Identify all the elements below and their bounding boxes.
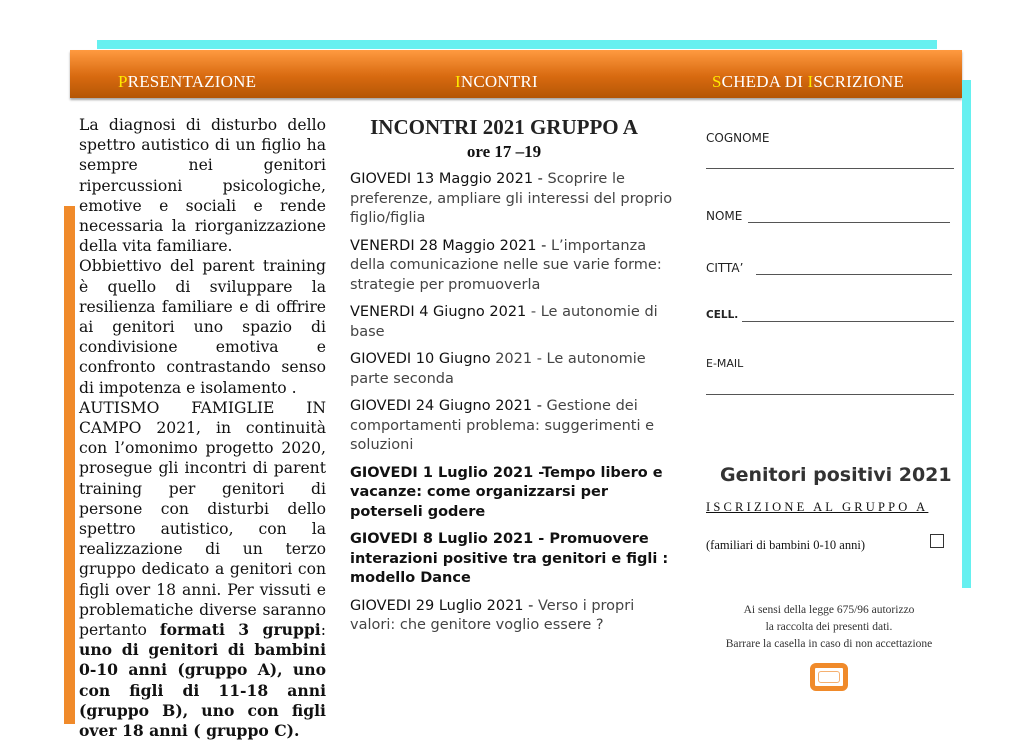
header-initial: I [807,72,814,91]
cognome-field[interactable] [706,168,954,169]
meeting-item [350,237,678,296]
incontri-hours: ore 17 –19 [466,142,542,161]
orange-left-decoration [64,206,75,724]
iscrizione-gruppo-a: ISCRIZIONE AL GRUPPO A [706,500,929,514]
header-text: RESENTAZIONE [127,72,257,91]
meeting-date: GIOVEDI 8 Luglio 2021 - [350,531,545,547]
cell-field[interactable] [742,321,954,322]
meeting-date: GIOVEDI 13 Maggio 2021 - [350,171,543,187]
meeting-item [350,350,678,389]
meeting-date: GIOVEDI 1 Luglio 2021 - [350,464,543,481]
meeting-desc: Promuovere interazioni positive tra genitori e figli : modello Dance [350,531,669,586]
meeting-item [350,464,678,523]
incontri-column [350,115,678,636]
meeting-date: GIOVEDI 29 Luglio 2021 - [350,597,534,614]
presentazione-text: AUTISMO FAMIGLIE IN CAMPO 2021, in continuità con l’omonimo progetto 2020, prosegue gli incontri di parent training per genitori di persone con disturbi dello spettro autistico, con la realizzazione di un terzo gruppo dedicato a genitori con figli over 18 anni. Per vissuti e problematiche diverse saranno pertanto [79,398,326,640]
consent-checkbox[interactable] [930,534,944,548]
meeting-desc: Scoprire le preferenze, ampliare gli interessi del proprio figlio/figlia [350,171,673,226]
meeting-item [350,397,678,456]
presentazione-paragraph: Obbiettivo del parent training è quello di sviluppare la resilienza familiare e di offrire ai genitori uno spazio di condivisione emotiva e confronto contrastando senso di impotenza e isolamento . [79,257,326,397]
meeting-desc: - Le autonomie di base [350,304,658,340]
meeting-desc: 2021 - Le autonomie parte seconda [350,351,646,387]
meeting-item [350,530,678,589]
cyan-top-decoration [97,40,937,49]
nome-field[interactable] [748,222,950,223]
meeting-desc: Tempo libero e vacanze: come organizzarsi per poterseli godere [350,464,663,520]
privacy-line: Barrare la casella in caso di non accettazione [725,638,933,650]
cell-label: CELL. [706,309,739,321]
citta-field[interactable] [756,274,952,275]
meeting-date: GIOVEDI 10 Giugno [350,351,491,367]
meeting-desc: Verso i propri valori: che genitore voglio essere ? [350,597,635,633]
meeting-item [350,597,678,636]
presentazione-column [79,115,326,741]
email-field[interactable] [706,394,954,395]
meeting-date: GIOVEDI 24 Giugno 2021 - [350,398,542,414]
meeting-date: VENERDI 4 Giugno 2021 [350,304,527,320]
header-initial: P [118,72,128,91]
header-initial: I [455,72,461,91]
presentazione-text: : [320,621,326,640]
genitori-positivi-title: Genitori positivi 2021 [720,464,952,486]
cyan-right-decoration [962,80,971,588]
nome-label: NOME [706,209,743,223]
header-text: CHEDA DI [721,72,808,91]
header-incontri [455,72,538,92]
header-text: SCRIZIONE [813,72,904,91]
incontri-title: INCONTRI 2021 GRUPPO A [370,115,638,139]
meeting-desc: L’importanza della comunicazione nelle sue varie forme: strategie per promuoverla [350,237,662,293]
presentazione-paragraph: La diagnosi di disturbo dello spettro autistico di un figlio ha sempre nei genitori ripercussioni psicologiche, emotive e sociali e rende necessaria la riorganizzazione della vita familiare. [79,116,326,256]
meeting-item [350,170,678,229]
header-presentazione [118,72,256,92]
header-text: NCONTRI [460,72,538,91]
presentazione-bold: uno di genitori di bambini 0-10 anni (gruppo A), uno con figli di 11-18 anni (gruppo B), uno con figli over 18 anni ( gruppo C). [79,640,326,741]
header-initial: S [712,72,722,91]
presentazione-paragraph [79,398,326,741]
familiari-label: (familiari di bambini 0-10 anni) [706,538,865,552]
citta-label: CITTA’ [706,261,744,275]
cognome-label: COGNOME [706,131,770,145]
presentazione-bold: formati 3 gruppi [159,620,321,640]
privacy-line: la raccolta dei presenti dati. [765,621,893,633]
meeting-date: VENERDI 28 Maggio 2021 - [350,237,547,254]
email-label: E-MAIL [706,357,744,370]
meeting-item [350,303,678,342]
meeting-desc: Gestione dei comportamenti problema: suggerimenti e soluzioni [350,398,655,453]
submit-box-icon[interactable] [810,663,848,691]
privacy-line: Ai sensi della legge 675/96 autorizzo [743,604,915,616]
header-scheda [712,72,904,92]
privacy-note [700,602,958,653]
